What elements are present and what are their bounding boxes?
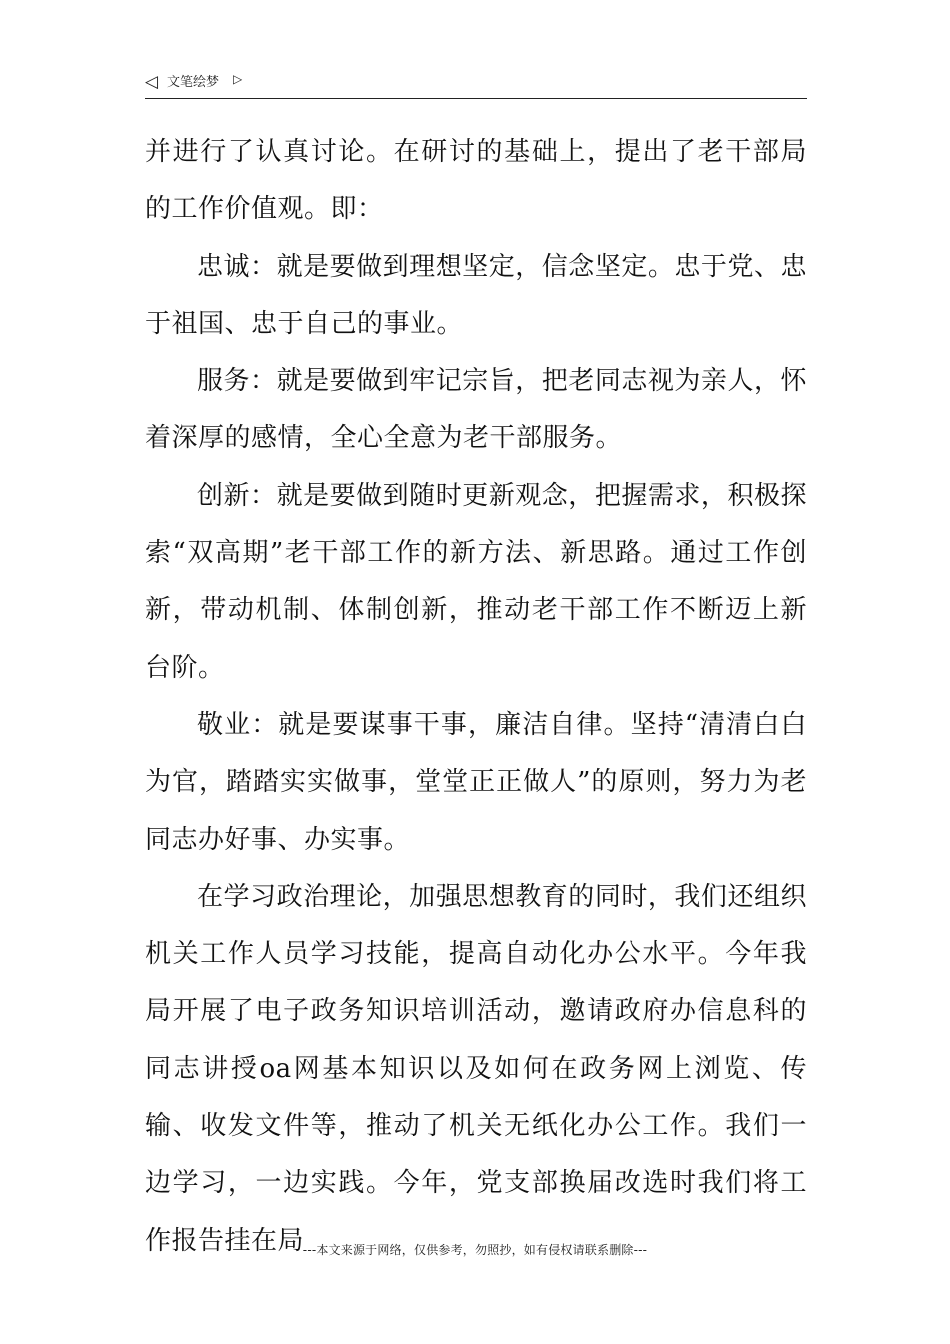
paragraph-continued: 并进行了认真讨论。在研讨的基础上，提出了老干部局的工作价值观。即： bbox=[145, 137, 807, 225]
page-footer: ---本文来源于网络，仅供参考，勿照抄，如有侵权请联系删除--- bbox=[302, 1243, 648, 1257]
page-header bbox=[145, 72, 807, 99]
paragraph-innovation: 创新：就是要做到随时更新观念，把握需求，积极探索“双高期”老干部工作的新方法、新思路。通过工作创新，带动机制、体制创新，推动老干部工作不断迈上新台阶。 bbox=[145, 480, 807, 683]
triangle-left-icon: ◁ bbox=[145, 72, 159, 92]
triangle-right-icon: ▷ bbox=[233, 72, 243, 86]
paragraph-loyalty: 忠诚：就是要做到理想坚定，信念坚定。忠于党、忠于祖国、忠于自己的事业。 bbox=[145, 251, 807, 339]
paragraph-service: 服务：就是要做到牢记宗旨，把老同志视为亲人，怀着深厚的感情，全心全意为老干部服务。 bbox=[145, 366, 807, 454]
paragraph-dedication: 敬业：就是要谋事干事，廉洁自律。坚持“清清白白为官，踏踏实实做事，堂堂正正做人”的原则，努力为老同志办好事、办实事。 bbox=[145, 709, 807, 855]
document-body bbox=[145, 124, 807, 1270]
paragraph-study: 在学习政治理论，加强思想教育的同时，我们还组织机关工作人员学习技能，提高自动化办公水平。今年我局开展了电子政务知识培训活动，邀请政府办信息科的同志讲授oa网基本知识以及如何在政务网上浏览、传输、收发文件等，推动了机关无纸化办公工作。我们一边学习，一边实践。今年，党支部换届改选时我们将工作报告挂在局 bbox=[145, 881, 807, 1256]
header-title: 文笔绘梦 bbox=[167, 75, 220, 90]
